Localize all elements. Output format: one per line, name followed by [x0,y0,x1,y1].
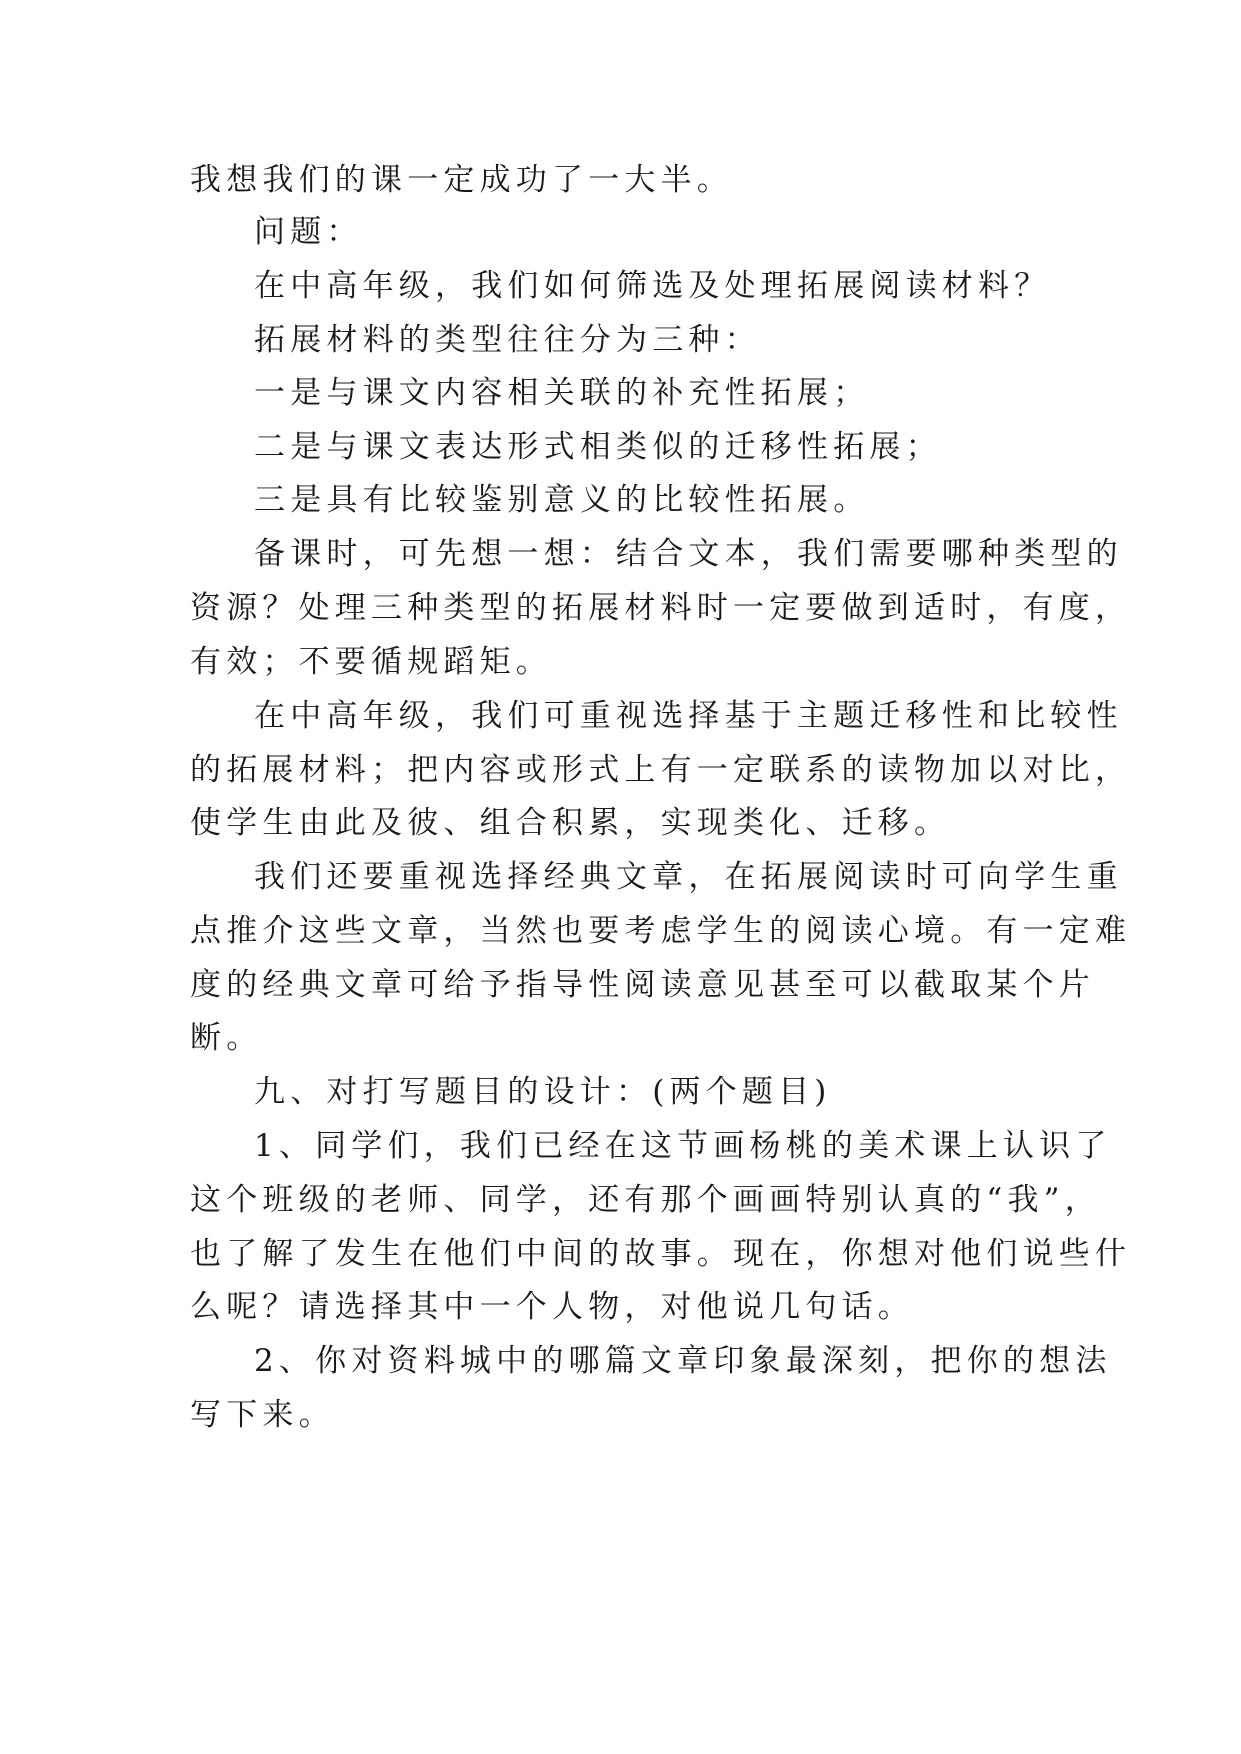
text-line: 九、对打写题目的设计：(两个题目) [254,1074,832,1110]
text-line: 资源？处理三种类型的拓展材料时一定要做到适时，有度， [190,590,1132,626]
text-line: 我们还要重视选择经典文章，在拓展阅读时可向学生重 [254,859,1123,895]
text-line: 一是与课文内容相关联的补充性拓展； [254,375,870,411]
text-line: 二是与课文表达形式相类似的迁移性拓展； [254,429,942,465]
text-line: 备课时，可先想一想：结合文本，我们需要哪种类型的 [254,536,1123,572]
text-line: 1、同学们，我们已经在这节画杨桃的美术课上认识了 [254,1128,1112,1164]
text-line: 有效；不要循规蹈矩。 [190,644,552,680]
text-line: 在中高年级，我们如何筛选及处理拓展阅读材料？ [254,268,1051,304]
text-line: 使学生由此及彼、组合积累，实现类化、迁移。 [190,805,951,841]
text-line: 这个班级的老师、同学，还有那个画画特别认真的“我”， [190,1182,1101,1218]
text-line: 我想我们的课一定成功了一大半。 [190,162,733,198]
text-line: 三是具有比较鉴别意义的比较性拓展。 [254,482,870,518]
text-line: 断。 [190,1020,263,1056]
text-line: 的拓展材料；把内容或形式上有一定联系的读物加以对比， [190,752,1132,788]
text-line: 问题： [254,214,363,250]
text-line: 度的经典文章可给予指导性阅读意见甚至可以截取某个片 [190,967,1095,1003]
text-line: 2、你对资料城中的哪篇文章印象最深刻，把你的想法 [254,1343,1112,1379]
text-line: 拓展材料的类型往往分为三种： [254,322,761,358]
text-line: 也了解了发生在他们中间的故事。现在，你想对他们说些什 [190,1236,1132,1272]
text-line: 写下来。 [190,1397,335,1433]
text-line: 在中高年级，我们可重视选择基于主题迁移性和比较性 [254,698,1123,734]
text-line: 点推介这些文章，当然也要考虑学生的阅读心境。有一定难 [190,913,1132,949]
text-line: 么呢？请选择其中一个人物，对他说几句话。 [190,1289,914,1325]
